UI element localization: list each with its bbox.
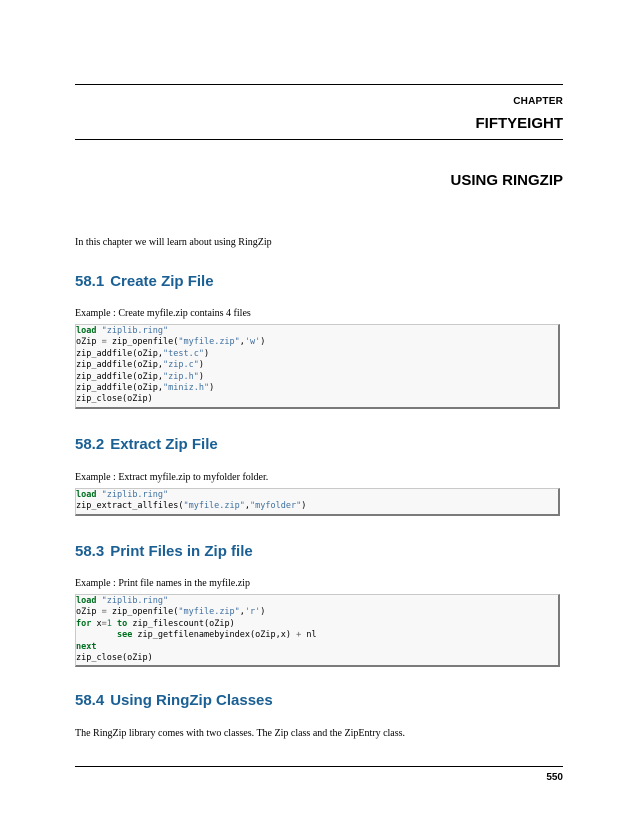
code-token: "myfolder" <box>250 501 302 512</box>
code-token: = <box>101 337 107 348</box>
section-title: Create Zip File <box>110 273 214 290</box>
code-line <box>76 372 558 383</box>
code-token: zip_close(oZip) <box>76 394 153 405</box>
section-number: 58.2 <box>75 436 105 453</box>
code-token: oZip <box>76 607 102 618</box>
code-line <box>76 490 558 501</box>
code-line <box>76 394 558 405</box>
code-token: zip_openfile( <box>106 337 179 348</box>
code-token: nl <box>301 630 317 641</box>
code-token: + <box>296 630 302 641</box>
code-token: 1 <box>106 618 112 629</box>
code-token: zip_close(oZip) <box>76 652 153 663</box>
code-line <box>76 337 558 348</box>
section-number: 58.1 <box>75 273 105 290</box>
code-line <box>76 607 558 618</box>
code-token: "ziplib.ring" <box>101 596 169 606</box>
code-token: "ziplib.ring" <box>101 326 169 336</box>
code-token: "miniz.h" <box>163 382 210 393</box>
code-token: , <box>239 337 245 348</box>
code-token: ) <box>260 607 266 618</box>
section-text: The RingZip library comes with two classes. The Zip class and the ZipEntry class. <box>75 728 406 739</box>
code-token: "zip.c" <box>163 360 199 371</box>
code-token: "myfile.zip" <box>178 337 240 348</box>
code-token: for <box>76 618 92 629</box>
code-line <box>76 349 558 360</box>
code-block <box>75 324 560 409</box>
code-block <box>75 488 560 516</box>
code-line <box>76 360 558 371</box>
code-token: load <box>76 596 97 606</box>
section-text: Example : Print file names in the myfile.zip <box>75 578 250 589</box>
code-token: x <box>91 618 102 629</box>
code-token <box>76 630 117 640</box>
code-token: 'r' <box>244 607 261 618</box>
code-token: = <box>101 607 107 618</box>
code-line <box>76 642 558 653</box>
code-token: next <box>76 641 97 652</box>
intro-text: In this chapter we will learn about using RingZip <box>75 237 272 248</box>
code-token: ) <box>301 501 307 512</box>
code-line <box>76 619 558 630</box>
top-rule <box>75 84 563 85</box>
code-line <box>76 653 558 664</box>
code-token: "ziplib.ring" <box>101 490 169 500</box>
section-heading-58-3 <box>75 543 253 560</box>
code-token: ) <box>198 371 204 382</box>
section-text: Example : Create myfile.zip contains 4 files <box>75 308 251 319</box>
code-token: ) <box>203 348 210 359</box>
code-token: = <box>101 618 107 629</box>
section-number: 58.3 <box>75 543 105 560</box>
code-token: ) <box>209 382 215 393</box>
code-token: , <box>239 607 245 618</box>
code-token: zip_getfilenamebyindex(oZip,x) <box>132 630 297 641</box>
code-line <box>76 501 558 512</box>
chapter-number: FIFTYEIGHT <box>475 115 563 132</box>
code-token: to <box>116 618 128 629</box>
code-token: ) <box>198 360 204 371</box>
code-line <box>76 596 558 607</box>
page-number: 550 <box>546 772 563 783</box>
section-title: Using RingZip Classes <box>110 692 273 709</box>
section-heading-58-4 <box>75 692 273 709</box>
code-block <box>75 594 560 667</box>
chapter-label: CHAPTER <box>513 96 563 107</box>
code-token: oZip <box>76 337 102 348</box>
code-token: zip_filescount(oZip) <box>127 618 235 629</box>
section-title: Print Files in Zip file <box>110 543 253 560</box>
chapter-title: USING RINGZIP <box>450 172 563 189</box>
code-line <box>76 630 558 641</box>
chapter-rule <box>75 139 563 140</box>
code-line <box>76 383 558 394</box>
code-token: , <box>244 501 251 512</box>
code-token: 'w' <box>244 337 261 348</box>
code-token: see <box>116 630 133 641</box>
code-token: "test.c" <box>163 348 204 359</box>
code-token: zip_addfile(oZip, <box>76 382 163 393</box>
section-title: Extract Zip File <box>110 436 218 453</box>
code-token: zip_openfile( <box>106 607 179 618</box>
code-line <box>76 326 558 337</box>
section-number: 58.4 <box>75 692 105 709</box>
code-token: zip_addfile(oZip, <box>76 371 163 382</box>
code-token: ) <box>260 337 266 348</box>
code-token: zip_addfile(oZip, <box>76 348 163 359</box>
code-token: zip_extract_allfiles( <box>76 501 184 512</box>
code-token: load <box>76 490 97 500</box>
footer-rule <box>75 766 563 767</box>
code-token: "myfile.zip" <box>183 501 245 512</box>
section-heading-58-2 <box>75 436 218 453</box>
section-text: Example : Extract myfile.zip to myfolder folder. <box>75 472 269 483</box>
section-heading-58-1 <box>75 273 214 290</box>
code-token: load <box>76 326 97 336</box>
code-token: "myfile.zip" <box>178 607 240 618</box>
code-token: zip_addfile(oZip, <box>76 360 163 371</box>
code-token: "zip.h" <box>163 371 199 382</box>
